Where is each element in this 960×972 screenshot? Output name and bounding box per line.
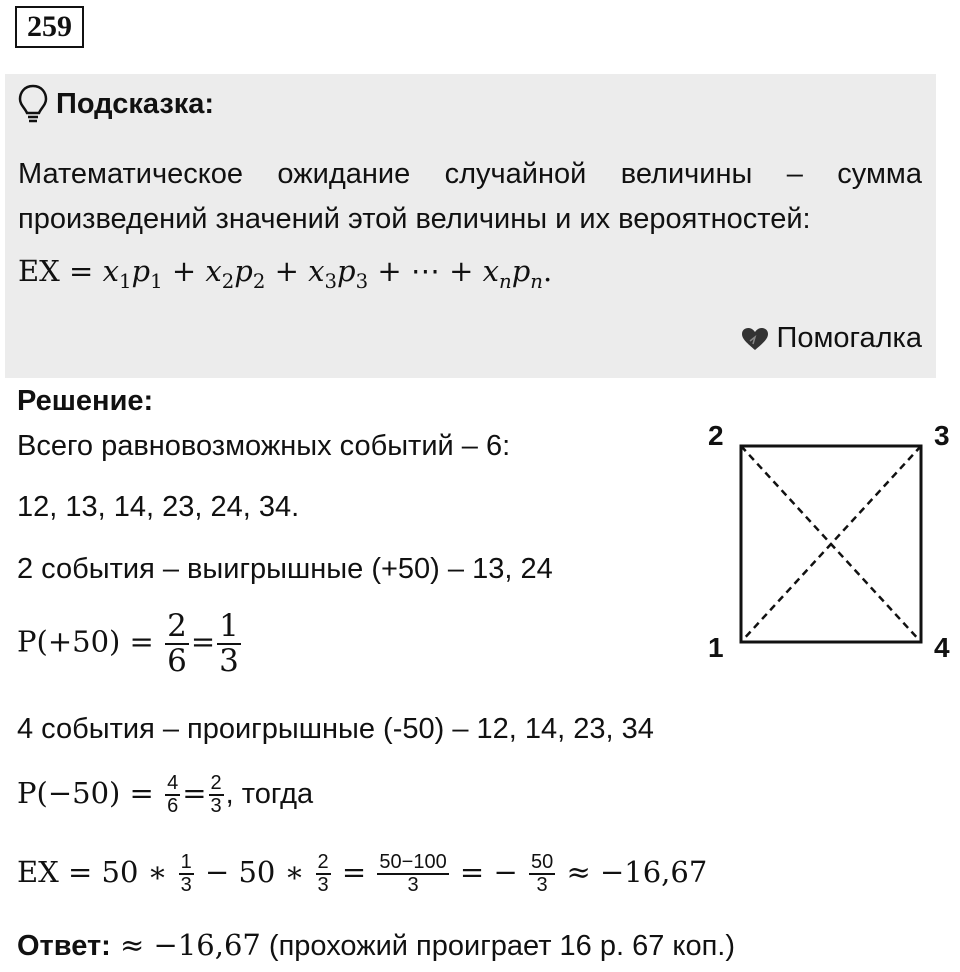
brand-credit (741, 322, 922, 355)
vertex-label-2: 2 (708, 420, 724, 451)
vertex-label-4: 4 (934, 632, 950, 663)
fraction: $\frac{4}{6}$ (167, 772, 179, 817)
solution-heading: Решение: (17, 385, 154, 417)
fraction: $\frac{2}{6}$ (167, 608, 187, 679)
hint-header (18, 84, 214, 124)
hint-text: Математическое ожидание случайной величины – сумма произведений значений этой величины и их вероятностей: (18, 158, 922, 235)
fraction: $\frac{50-100}{3}$ (379, 851, 447, 896)
hint-box (5, 74, 936, 378)
fraction: $\frac{1}{3}$ (219, 608, 239, 679)
task-number: 259 (15, 6, 84, 48)
solution-line-4: 4 события – проигрышные (-50) – 12, 14, 23, 34 (17, 713, 654, 745)
expected-value-formula: EX = 50 ∗ $\frac{1}{3}$ − 50 ∗ $\frac{2}{3}$ = $\frac{50-100}{3}$ = − $\frac{50}{3}$ ≈ −16,67 (17, 851, 708, 896)
solution-line-3: 2 события – выигрышные (+50) – 13, 24 (17, 553, 553, 585)
vertex-label-1: 1 (708, 632, 724, 663)
square-diagram (700, 420, 960, 670)
solution-line-2: 12, 13, 14, 23, 24, 34. (17, 491, 300, 523)
probability-plus: P(+50) = $\frac{2}{6}$ = $\frac{1}{3}$ (17, 608, 239, 679)
answer-text: (прохожий проиграет 16 р. 67 коп.) (260, 930, 735, 962)
hint-formula: EX = $x_1p_1 + x_2p_2 + x_3p_3$ + ⋯ + $x_np_n$. (18, 254, 553, 293)
answer-label: Ответ: (17, 930, 111, 962)
answer-value: ≈ −16,67 (110, 928, 261, 962)
heart-icon (741, 327, 769, 351)
probability-minus: P(−50) = $\frac{4}{6}$ = $\frac{2}{3}$ , тогда (17, 772, 314, 817)
vertex-label-3: 3 (934, 420, 950, 451)
fraction: $\frac{1}{3}$ (180, 851, 192, 896)
square-graphic (700, 420, 960, 670)
fraction: $\frac{2}{3}$ (317, 851, 329, 896)
answer-line (17, 928, 735, 963)
solution-line-1: Всего равновозможных событий – 6: (17, 430, 511, 462)
fraction: $\frac{50}{3}$ (530, 851, 554, 896)
hint-title: Подсказка: (56, 87, 215, 120)
fraction: $\frac{2}{3}$ (210, 772, 222, 817)
lightbulb-icon (18, 84, 48, 124)
brand-label: Помогалка (776, 322, 922, 354)
